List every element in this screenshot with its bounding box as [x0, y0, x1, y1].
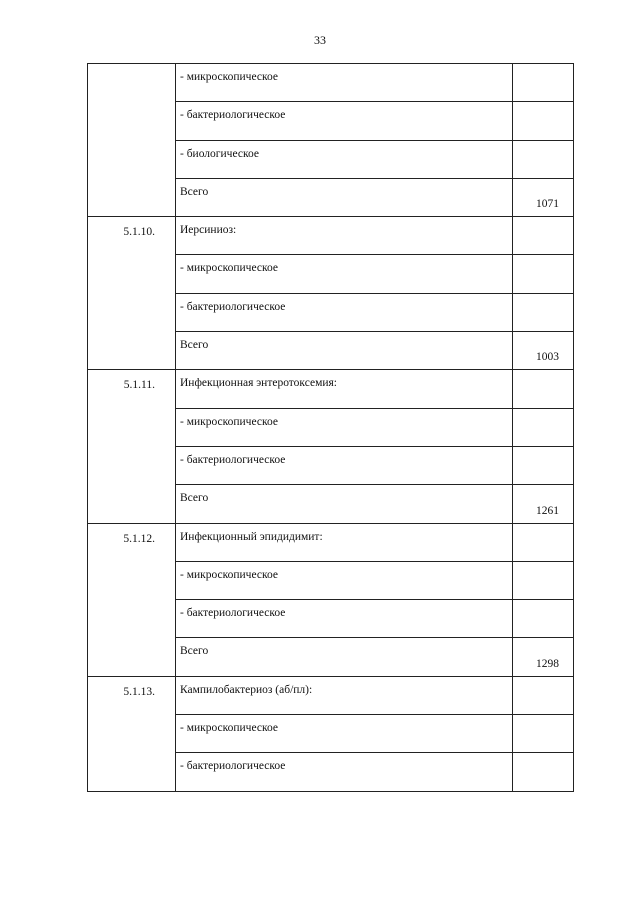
- section-code-cell: 5.1.10.: [88, 217, 176, 370]
- row-label: Всего: [176, 638, 513, 676]
- table-row-section-title: [88, 676, 574, 714]
- row-value: [513, 102, 574, 140]
- row-value: [513, 64, 574, 102]
- table-row: [88, 64, 574, 102]
- row-value: [513, 140, 574, 178]
- row-value: [513, 523, 574, 561]
- row-value: [513, 408, 574, 446]
- row-label: - бактериологическое: [176, 102, 513, 140]
- row-label: - микроскопическое: [176, 561, 513, 599]
- section-title: Кампилобактериоз (аб/пл):: [176, 676, 513, 714]
- row-value: 1261: [513, 485, 574, 523]
- row-value: [513, 370, 574, 408]
- row-value: [513, 715, 574, 753]
- row-label: - микроскопическое: [176, 255, 513, 293]
- row-value: 1003: [513, 332, 574, 370]
- row-label: - бактериологическое: [176, 446, 513, 484]
- row-value: [513, 676, 574, 714]
- page-number: 33: [314, 33, 326, 47]
- row-label: - микроскопическое: [176, 715, 513, 753]
- row-value: [513, 446, 574, 484]
- row-label: - бактериологическое: [176, 753, 513, 791]
- row-value: [513, 255, 574, 293]
- section-code-cell: 5.1.13.: [88, 676, 176, 791]
- section-title: Инфекционный эпидидимит:: [176, 523, 513, 561]
- row-value: 1071: [513, 178, 574, 216]
- row-label: - бактериологическое: [176, 600, 513, 638]
- section-code-cell: [88, 64, 176, 217]
- row-label: - микроскопическое: [176, 64, 513, 102]
- row-label: Всего: [176, 485, 513, 523]
- table-row-section-title: [88, 370, 574, 408]
- row-value: [513, 293, 574, 331]
- price-table-body: [88, 64, 574, 792]
- row-label: - микроскопическое: [176, 408, 513, 446]
- row-value: [513, 600, 574, 638]
- table-row-section-title: [88, 217, 574, 255]
- row-value: 1298: [513, 638, 574, 676]
- row-label: Всего: [176, 178, 513, 216]
- row-label: Всего: [176, 332, 513, 370]
- section-code-cell: 5.1.12.: [88, 523, 176, 676]
- row-value: [513, 561, 574, 599]
- row-label: - биологическое: [176, 140, 513, 178]
- row-value: [513, 753, 574, 791]
- row-value: [513, 217, 574, 255]
- section-title: Иерсиниоз:: [176, 217, 513, 255]
- section-code-cell: 5.1.11.: [88, 370, 176, 523]
- section-title: Инфекционная энтеротоксемия:: [176, 370, 513, 408]
- table-row-section-title: [88, 523, 574, 561]
- row-label: - бактериологическое: [176, 293, 513, 331]
- price-table: [87, 63, 574, 792]
